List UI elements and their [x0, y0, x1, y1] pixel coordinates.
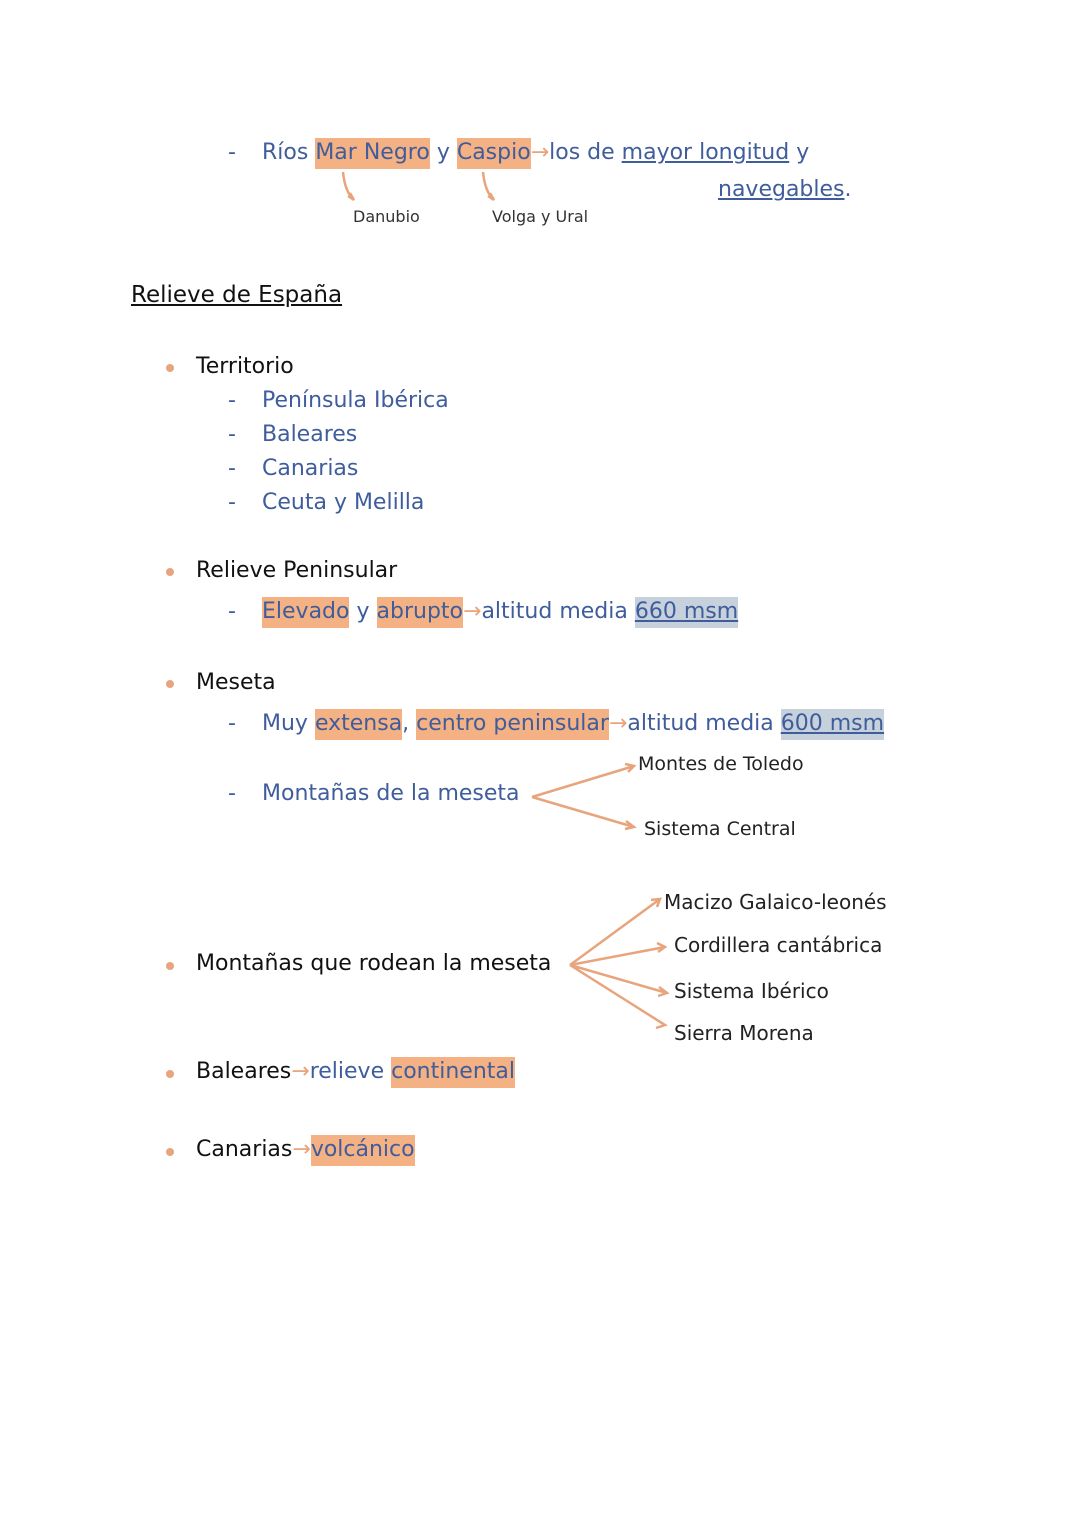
dash: - — [228, 711, 236, 736]
list-item: Canarias — [262, 456, 359, 481]
text: . — [844, 177, 852, 202]
rivers-line-2 — [718, 171, 852, 209]
altitude-value: 660 msm — [635, 597, 738, 628]
arrow: → — [463, 599, 482, 624]
text: altitud media — [481, 599, 628, 624]
list-item: Ceuta y Melilla — [262, 490, 425, 515]
text: Baleares — [196, 1059, 292, 1084]
text: Ríos — [262, 140, 309, 165]
highlight: Elevado — [262, 597, 349, 628]
dash: - — [228, 140, 236, 165]
branch-label: Sistema Ibérico — [674, 979, 829, 1003]
label-danubio: Danubio — [353, 207, 420, 226]
dash: - — [228, 388, 236, 413]
bullet-icon — [166, 962, 174, 970]
arrow: → — [291, 1059, 310, 1084]
bullet-icon — [166, 568, 174, 576]
text: y — [356, 599, 370, 624]
highlight: extensa — [315, 709, 402, 740]
highlight: continental — [391, 1057, 515, 1088]
dash: - — [228, 422, 236, 447]
branch-label: Sistema Central — [644, 818, 796, 840]
canarias-line — [196, 1131, 415, 1169]
text: Muy — [262, 711, 308, 736]
text: Canarias — [196, 1137, 293, 1162]
dash: - — [228, 781, 236, 806]
arrow: → — [608, 711, 628, 736]
dash: - — [228, 599, 236, 624]
text: , — [402, 711, 410, 736]
text: los de — [549, 140, 615, 165]
list-item: Península Ibérica — [262, 388, 449, 413]
peninsular-label: Relieve Peninsular — [196, 558, 398, 583]
underlined-text: mayor longitud — [621, 140, 790, 165]
meseta-label: Meseta — [196, 670, 276, 695]
territorio-label: Territorio — [196, 354, 294, 379]
section-title: Relieve de España — [131, 282, 343, 308]
arrow: → — [530, 140, 550, 165]
highlight-caspio: Caspio — [457, 138, 531, 169]
branch-label: Cordillera cantábrica — [674, 933, 883, 957]
bullet-icon — [166, 680, 174, 688]
rivers-line — [262, 134, 809, 172]
text: y — [796, 140, 810, 165]
montanas-meseta: Montañas de la meseta — [262, 781, 520, 806]
text: altitud media — [627, 711, 774, 736]
dash: - — [228, 456, 236, 481]
list-item: Baleares — [262, 422, 358, 447]
branch-label: Macizo Galaico-leonés — [664, 890, 887, 914]
bullet-icon — [166, 1148, 174, 1156]
highlight-mar-negro: Mar Negro — [315, 138, 429, 169]
underlined-text: navegables — [718, 177, 845, 202]
branch-label: Sierra Morena — [674, 1021, 814, 1045]
baleares-line — [196, 1053, 515, 1091]
rodean-label: Montañas que rodean la meseta — [196, 951, 552, 976]
bullet-icon — [166, 364, 174, 372]
peninsular-line — [262, 593, 738, 631]
highlight: volcánico — [311, 1135, 415, 1166]
dash: - — [228, 490, 236, 515]
bullet-icon — [166, 1070, 174, 1078]
altitude-value: 600 msm — [781, 709, 884, 740]
text: relieve — [309, 1059, 385, 1084]
highlight: abrupto — [377, 597, 464, 628]
label-volga: Volga y Ural — [492, 207, 589, 226]
text: y — [436, 140, 450, 165]
branch-label: Montes de Toledo — [638, 753, 804, 775]
arrow: → — [292, 1137, 311, 1162]
meseta-line — [262, 705, 884, 743]
highlight: centro peninsular — [416, 709, 609, 740]
